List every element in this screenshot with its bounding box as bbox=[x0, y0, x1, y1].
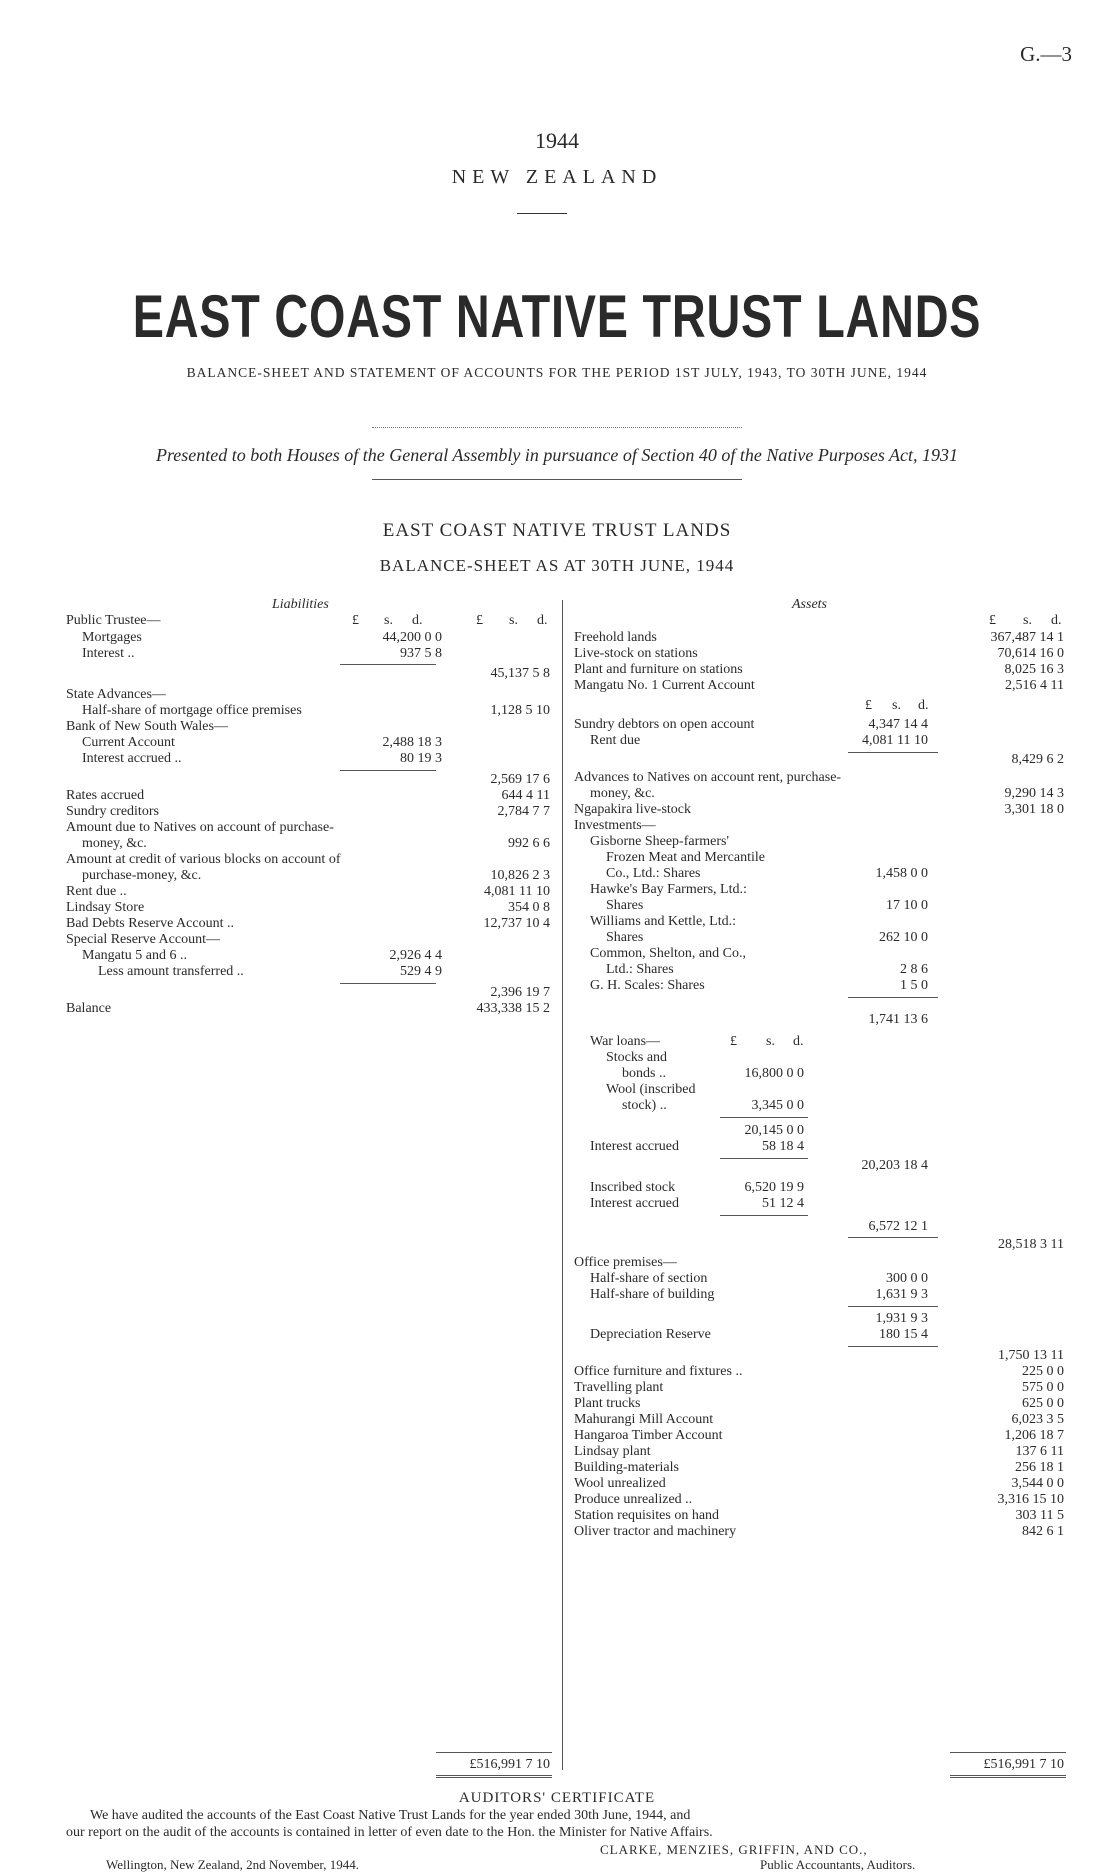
line-label: Amount at credit of various blocks on account of bbox=[66, 852, 341, 867]
line-label: Oliver tractor and machinery bbox=[574, 1524, 737, 1539]
shilling-heading: s. bbox=[766, 1034, 775, 1049]
line-total: 2,396 19 7 bbox=[490, 985, 550, 1000]
rule bbox=[720, 1215, 808, 1216]
line-total: 137 6 11 bbox=[1015, 1444, 1064, 1459]
line-total: 842 6 1 bbox=[1022, 1524, 1064, 1539]
line-label: Common, Shelton, and Co., bbox=[590, 946, 746, 961]
line-total: 6,023 3 5 bbox=[1011, 1412, 1064, 1427]
line-subamount: 1,458 0 0 bbox=[875, 866, 928, 881]
line-label: Amount due to Natives on account of purchase- bbox=[66, 820, 334, 835]
line-total: 2,516 4 11 bbox=[1005, 678, 1064, 693]
line-label: Wool unrealized bbox=[574, 1476, 666, 1491]
line-label: Co., Ltd.: Shares bbox=[606, 866, 701, 881]
line-total: 3,544 0 0 bbox=[1011, 1476, 1064, 1491]
line-subamount: 80 19 3 bbox=[400, 751, 442, 766]
liabilities-heading: Liabilities bbox=[272, 597, 329, 612]
balance-sheet-title: EAST COAST NATIVE TRUST LANDS bbox=[382, 520, 732, 541]
line-label: Less amount transferred .. bbox=[98, 964, 244, 979]
line-total: 45,137 5 8 bbox=[490, 666, 550, 681]
line-label: money, &c. bbox=[82, 836, 147, 851]
line-label: Williams and Kettle, Ltd.: bbox=[590, 914, 737, 929]
line-total: 992 6 6 bbox=[508, 836, 550, 851]
line-label: Mangatu 5 and 6 .. bbox=[82, 948, 187, 963]
line-subamount: 51 12 4 bbox=[762, 1196, 804, 1211]
line-label: Half-share of section bbox=[590, 1271, 708, 1286]
line-label: Lindsay Store bbox=[66, 900, 145, 915]
shilling-heading: s. bbox=[509, 613, 518, 628]
line-total: 4,081 11 10 bbox=[484, 884, 550, 899]
line-total: 28,518 3 11 bbox=[998, 1237, 1064, 1252]
shilling-heading: s. bbox=[892, 698, 901, 713]
line-label: Mangatu No. 1 Current Account bbox=[574, 678, 755, 693]
presented-note: Presented to both Houses of the General Assembly in pursuance of Section 40 of the Native Purposes Act, 1931 bbox=[155, 445, 959, 465]
line-subamount: 1,631 9 3 bbox=[875, 1287, 928, 1302]
line-label: Half-share of building bbox=[590, 1287, 715, 1302]
place-date: Wellington, New Zealand, 2nd November, 1944. bbox=[106, 1857, 359, 1872]
document-reference: G.—3 bbox=[1020, 42, 1072, 66]
double-rule bbox=[950, 1775, 1066, 1778]
line-label: Office premises— bbox=[574, 1255, 677, 1270]
line-total: 303 11 5 bbox=[1015, 1508, 1064, 1523]
balance-sheet-subtitle: BALANCE-SHEET AS AT 30TH JUNE, 1944 bbox=[379, 556, 735, 575]
auditor-firm: CLARKE, MENZIES, GRIFFIN, AND CO., bbox=[600, 1842, 868, 1857]
line-label: Shares bbox=[606, 930, 644, 945]
line-label: Mortgages bbox=[82, 630, 142, 645]
line-total: 256 18 1 bbox=[1015, 1460, 1064, 1475]
line-total: 12,737 10 4 bbox=[483, 916, 550, 931]
rule bbox=[848, 752, 938, 753]
line-label: Office furniture and fixtures .. bbox=[574, 1364, 743, 1379]
line-total: 9,290 14 3 bbox=[1004, 786, 1064, 801]
line-subamount: 529 4 9 bbox=[400, 964, 442, 979]
line-label: Lindsay plant bbox=[574, 1444, 651, 1459]
line-label: Bank of New South Wales— bbox=[66, 719, 228, 734]
line-subamount: 2,488 18 3 bbox=[382, 735, 442, 750]
rule bbox=[848, 1237, 938, 1238]
line-total: 10,826 2 3 bbox=[490, 868, 550, 883]
line-total: 70,614 16 0 bbox=[997, 646, 1064, 661]
line-total: 225 0 0 bbox=[1022, 1364, 1064, 1379]
line-subamount: 6,520 19 9 bbox=[744, 1180, 804, 1195]
line-subamount: 937 5 8 bbox=[400, 646, 442, 661]
line-total: 575 0 0 bbox=[1022, 1380, 1064, 1395]
line-subamount: 58 18 4 bbox=[762, 1139, 804, 1154]
line-subamount: 2,926 4 4 bbox=[389, 948, 442, 963]
line-subamount: 1,741 13 6 bbox=[868, 1012, 928, 1027]
rule bbox=[720, 1117, 808, 1118]
line-label: Plant and furniture on stations bbox=[574, 662, 743, 677]
assets-heading: Assets bbox=[792, 597, 827, 612]
rule bbox=[436, 1752, 552, 1753]
rule bbox=[950, 1752, 1066, 1753]
line-label: Special Reserve Account— bbox=[66, 932, 220, 947]
line-total: 8,025 16 3 bbox=[1004, 662, 1064, 677]
certificate-line: our report on the audit of the accounts is contained in letter of even date to the Hon. the Minister for Native Affairs. bbox=[66, 1825, 713, 1840]
line-label: Inscribed stock bbox=[590, 1180, 676, 1195]
line-subamount: 6,572 12 1 bbox=[868, 1219, 928, 1234]
line-subamount: 262 10 0 bbox=[879, 930, 928, 945]
rule bbox=[848, 1346, 938, 1347]
line-total: 433,338 15 2 bbox=[476, 1001, 550, 1016]
divider bbox=[517, 213, 567, 214]
line-label: War loans— bbox=[590, 1034, 661, 1049]
line-label: Rent due bbox=[590, 733, 641, 748]
page-title: EAST COAST NATIVE TRUST LANDS bbox=[132, 283, 982, 350]
line-label: purchase-money, &c. bbox=[82, 868, 202, 883]
pound-heading: £ bbox=[730, 1034, 737, 1049]
line-label: Sundry debtors on open account bbox=[574, 717, 755, 732]
line-label: Investments— bbox=[574, 818, 656, 833]
auditor-role: Public Accountants, Auditors. bbox=[760, 1857, 916, 1872]
line-label: Depreciation Reserve bbox=[590, 1327, 711, 1342]
pound-heading: £ bbox=[476, 613, 483, 628]
document-year: 1944 bbox=[535, 128, 579, 153]
line-label: Frozen Meat and Mercantile bbox=[606, 850, 765, 865]
line-subamount: 1 5 0 bbox=[900, 978, 928, 993]
rule bbox=[340, 770, 436, 771]
line-label: Travelling plant bbox=[574, 1380, 664, 1395]
line-subamount: 44,200 0 0 bbox=[382, 630, 442, 645]
pence-heading: d. bbox=[1051, 613, 1062, 628]
line-label: Interest accrued bbox=[590, 1196, 679, 1211]
line-label: Mahurangi Mill Account bbox=[574, 1412, 714, 1427]
line-label: Bad Debts Reserve Account .. bbox=[66, 916, 234, 931]
line-label: Half-share of mortgage office premises bbox=[82, 703, 302, 718]
line-label: Gisborne Sheep-farmers' bbox=[590, 834, 729, 849]
pound-heading: £ bbox=[352, 613, 359, 628]
shilling-heading: s. bbox=[1023, 613, 1032, 628]
line-label: Ltd.: Shares bbox=[606, 962, 674, 977]
line-total: 3,301 18 0 bbox=[1004, 802, 1064, 817]
line-label: Plant trucks bbox=[574, 1396, 641, 1411]
line-label: Freehold lands bbox=[574, 630, 657, 645]
line-label: Building-materials bbox=[574, 1460, 679, 1475]
line-label: Wool (inscribed bbox=[606, 1082, 696, 1097]
line-total: 2,784 7 7 bbox=[497, 804, 550, 819]
line-total: 367,487 14 1 bbox=[990, 630, 1064, 645]
pence-heading: d. bbox=[918, 698, 929, 713]
line-label: Public Trustee— bbox=[66, 613, 161, 628]
line-label: Balance bbox=[66, 1001, 112, 1016]
line-label: money, &c. bbox=[590, 786, 655, 801]
certificate-heading: AUDITORS' CERTIFICATE bbox=[458, 1790, 656, 1806]
line-total: 3,316 15 10 bbox=[997, 1492, 1064, 1507]
shilling-heading: s. bbox=[384, 613, 393, 628]
page-subtitle: BALANCE-SHEET AND STATEMENT OF ACCOUNTS FOR THE PERIOD 1ST JULY, 1943, TO 30TH JUNE, 1944 bbox=[186, 365, 928, 380]
line-total: 644 4 11 bbox=[501, 788, 550, 803]
line-label: Produce unrealized .. bbox=[574, 1492, 693, 1507]
divider bbox=[372, 427, 742, 428]
rule bbox=[340, 664, 436, 665]
line-subamount: 20,145 0 0 bbox=[744, 1123, 804, 1138]
line-label: Stocks and bbox=[606, 1050, 668, 1065]
pence-heading: d. bbox=[537, 613, 548, 628]
line-total: 1,750 13 11 bbox=[998, 1348, 1064, 1363]
line-label: State Advances— bbox=[66, 687, 166, 702]
line-label: Hangaroa Timber Account bbox=[574, 1428, 723, 1443]
line-label: Interest accrued .. bbox=[82, 751, 182, 766]
certificate-line: We have audited the accounts of the East Coast Native Trust Lands for the year ended 30th June, 1944, and bbox=[90, 1808, 691, 1823]
pence-heading: d. bbox=[412, 613, 423, 628]
rule bbox=[848, 1306, 938, 1307]
line-label: bonds .. bbox=[622, 1066, 666, 1081]
pound-heading: £ bbox=[989, 613, 996, 628]
line-subamount: 20,203 18 4 bbox=[861, 1158, 928, 1173]
line-subamount: 4,347 14 4 bbox=[868, 717, 928, 732]
rule bbox=[720, 1158, 808, 1159]
line-label: G. H. Scales: Shares bbox=[590, 978, 705, 993]
line-total: 1,206 18 7 bbox=[1004, 1428, 1064, 1443]
line-subamount: 1,931 9 3 bbox=[875, 1311, 928, 1326]
line-total: 354 0 8 bbox=[508, 900, 550, 915]
pence-heading: d. bbox=[793, 1034, 804, 1049]
line-total: 1,128 5 10 bbox=[490, 703, 550, 718]
line-subamount: 180 15 4 bbox=[879, 1327, 928, 1342]
line-label: Ngapakira live-stock bbox=[574, 802, 692, 817]
liabilities-grand-total: £516,991 7 10 bbox=[469, 1757, 550, 1772]
line-subamount: 4,081 11 10 bbox=[862, 733, 928, 748]
double-rule bbox=[436, 1775, 552, 1778]
line-subamount: 16,800 0 0 bbox=[744, 1066, 804, 1081]
line-subamount: 300 0 0 bbox=[886, 1271, 928, 1286]
line-subamount: 2 8 6 bbox=[900, 962, 928, 977]
line-label: Hawke's Bay Farmers, Ltd.: bbox=[590, 882, 747, 897]
line-label: Live-stock on stations bbox=[574, 646, 698, 661]
line-subamount: 17 10 0 bbox=[886, 898, 928, 913]
line-label: Rent due .. bbox=[66, 884, 127, 899]
line-label: stock) .. bbox=[622, 1098, 667, 1113]
line-label: Shares bbox=[606, 898, 644, 913]
line-label: Interest .. bbox=[82, 646, 135, 661]
line-label: Interest accrued bbox=[590, 1139, 679, 1154]
line-label: Station requisites on hand bbox=[574, 1508, 720, 1523]
column-divider bbox=[562, 600, 563, 1770]
line-subamount: 3,345 0 0 bbox=[751, 1098, 804, 1113]
line-label: Advances to Natives on account rent, purchase- bbox=[574, 770, 842, 785]
country-heading: NEW ZEALAND bbox=[451, 166, 663, 188]
line-label: Sundry creditors bbox=[66, 804, 159, 819]
line-label: Rates accrued bbox=[66, 788, 145, 803]
rule bbox=[340, 983, 436, 984]
line-total: 8,429 6 2 bbox=[1011, 752, 1064, 767]
divider bbox=[372, 479, 742, 480]
line-label: Current Account bbox=[82, 735, 175, 750]
rule bbox=[848, 997, 938, 998]
pound-heading: £ bbox=[865, 698, 872, 713]
line-total: 625 0 0 bbox=[1022, 1396, 1064, 1411]
assets-grand-total: £516,991 7 10 bbox=[983, 1757, 1064, 1772]
line-total: 2,569 17 6 bbox=[490, 772, 550, 787]
